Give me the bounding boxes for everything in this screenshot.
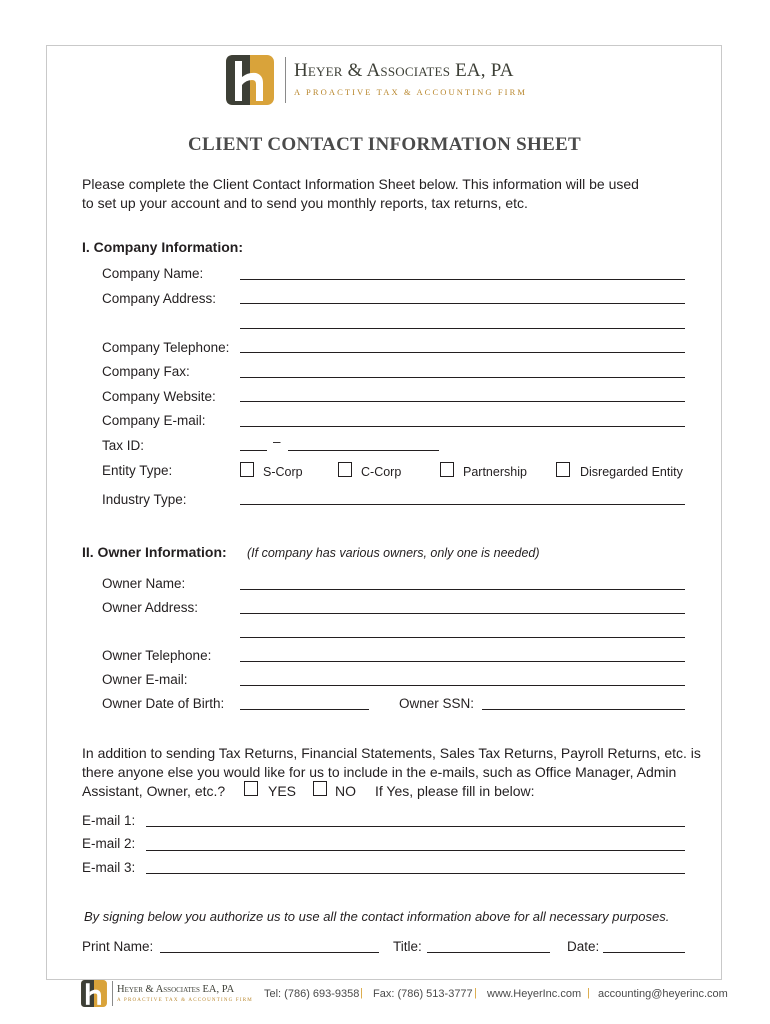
- no-label: NO: [335, 783, 356, 799]
- industry-type-field[interactable]: [240, 504, 685, 505]
- tax-id-label: Tax ID:: [102, 438, 145, 453]
- owner-address-field-1[interactable]: [240, 613, 685, 614]
- company-name-label: Company Name:: [102, 266, 204, 281]
- entity-partnership-label: Partnership: [463, 465, 527, 479]
- tax-id-suffix-field[interactable]: [288, 450, 439, 451]
- intro-line-1: Please complete the Client Contact Information Sheet below. This information will be used: [82, 176, 639, 192]
- page-title: CLIENT CONTACT INFORMATION SHEET: [188, 134, 582, 155]
- company-email-field[interactable]: [240, 426, 685, 427]
- owner-address-label: Owner Address:: [102, 600, 199, 615]
- industry-type-label: Industry Type:: [102, 492, 187, 507]
- entity-scorp-checkbox[interactable]: [240, 462, 254, 477]
- owner-telephone-label: Owner Telephone:: [102, 648, 212, 663]
- footer-divider: [112, 981, 113, 1006]
- company-section-heading: I. Company Information:: [82, 239, 243, 255]
- entity-disregarded-checkbox[interactable]: [556, 462, 570, 477]
- company-website-field[interactable]: [240, 401, 685, 402]
- footer-separator-3: |: [587, 987, 590, 999]
- additional-line-3: Assistant, Owner, etc.?: [82, 783, 226, 799]
- owner-email-label: Owner E-mail:: [102, 672, 188, 687]
- entity-disregarded-label: Disregarded Entity: [580, 465, 683, 479]
- no-checkbox[interactable]: [313, 781, 327, 796]
- date-label: Date:: [567, 939, 600, 954]
- yes-checkbox[interactable]: [244, 781, 258, 796]
- owner-address-field-2[interactable]: [240, 637, 685, 638]
- tax-id-dash: –: [273, 434, 281, 449]
- owner-name-field[interactable]: [240, 589, 685, 590]
- footer-telephone: Tel: (786) 693-9358: [264, 988, 360, 1000]
- footer-separator-1: |: [360, 987, 363, 999]
- additional-line-2: there anyone else you would like for us to include in the e-mails, such as Office Manager, Admin: [82, 764, 677, 780]
- company-website-label: Company Website:: [102, 389, 216, 404]
- entity-scorp-label: S-Corp: [263, 465, 303, 479]
- company-fax-field[interactable]: [240, 377, 685, 378]
- entity-partnership-checkbox[interactable]: [440, 462, 454, 477]
- owner-ssn-label: Owner SSN:: [399, 696, 475, 711]
- owner-ssn-field[interactable]: [482, 709, 685, 710]
- company-fax-label: Company Fax:: [102, 364, 190, 379]
- company-telephone-label: Company Telephone:: [102, 340, 230, 355]
- if-yes-instruction: If Yes, please fill in below:: [375, 783, 535, 799]
- company-telephone-field[interactable]: [240, 352, 685, 353]
- email-3-field[interactable]: [146, 873, 685, 874]
- entity-ccorp-checkbox[interactable]: [338, 462, 352, 477]
- firm-logo-icon: [226, 55, 274, 105]
- intro-line-2: to set up your account and to send you monthly reports, tax returns, etc.: [82, 195, 528, 211]
- tax-id-prefix-field[interactable]: [240, 450, 267, 451]
- header-firm-name: Heyer & Associates EA, PA: [294, 60, 514, 81]
- company-address-field-2[interactable]: [240, 328, 685, 329]
- entity-type-label: Entity Type:: [102, 463, 173, 478]
- title-label: Title:: [393, 939, 422, 954]
- footer-website-link[interactable]: www.HeyerInc.com: [487, 988, 582, 1000]
- entity-ccorp-label: C-Corp: [361, 465, 402, 479]
- owner-section-note: (If company has various owners, only one is needed): [247, 546, 540, 560]
- header-tagline: A PROACTIVE TAX & ACCOUNTING FIRM: [294, 87, 528, 97]
- email-1-label: E-mail 1:: [82, 813, 136, 828]
- owner-name-label: Owner Name:: [102, 576, 186, 591]
- email-2-field[interactable]: [146, 850, 685, 851]
- owner-telephone-field[interactable]: [240, 661, 685, 662]
- email-2-label: E-mail 2:: [82, 836, 136, 851]
- date-field[interactable]: [603, 952, 685, 953]
- print-name-field[interactable]: [160, 952, 379, 953]
- owner-dob-label: Owner Date of Birth:: [102, 696, 225, 711]
- footer-email-link[interactable]: accounting@heyerinc.com: [598, 988, 728, 1000]
- footer-firm-name: Heyer & Associates EA, PA: [117, 984, 235, 995]
- yes-label: YES: [268, 783, 297, 799]
- header-divider: [285, 57, 286, 103]
- company-email-label: Company E-mail:: [102, 413, 206, 428]
- footer-tagline: A PROACTIVE TAX & ACCOUNTING FIRM: [117, 998, 253, 1003]
- footer-logo-icon: [81, 980, 107, 1007]
- print-name-label: Print Name:: [82, 939, 154, 954]
- owner-email-field[interactable]: [240, 685, 685, 686]
- owner-section-heading: II. Owner Information:: [82, 544, 227, 560]
- company-address-field-1[interactable]: [240, 303, 685, 304]
- email-3-label: E-mail 3:: [82, 860, 136, 875]
- company-name-field[interactable]: [240, 279, 685, 280]
- title-field[interactable]: [427, 952, 550, 953]
- authorization-statement: By signing below you authorize us to use all the contact information above for all necessary purposes.: [84, 909, 670, 924]
- additional-line-1: In addition to sending Tax Returns, Financial Statements, Sales Tax Returns, Payroll Returns, etc. is: [82, 745, 701, 761]
- footer-fax: Fax: (786) 513-3777: [373, 988, 473, 1000]
- owner-dob-field[interactable]: [240, 709, 369, 710]
- footer-separator-2: |: [474, 987, 477, 999]
- company-address-label: Company Address:: [102, 291, 217, 306]
- email-1-field[interactable]: [146, 826, 685, 827]
